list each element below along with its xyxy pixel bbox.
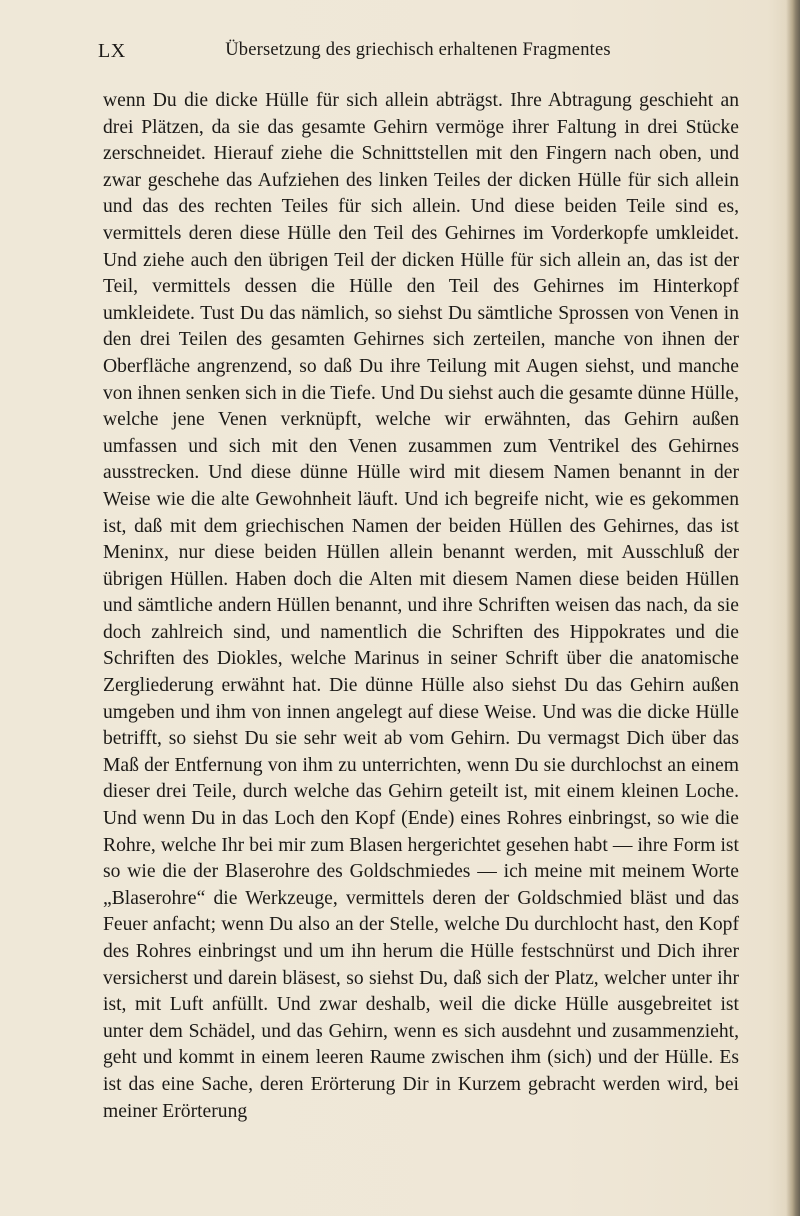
running-title: Übersetzung des griechisch erhaltenen Fragmentes xyxy=(225,40,611,60)
page-number: LX xyxy=(98,40,126,62)
body-paragraph: wenn Du die dicke Hülle für sich allein abträgst. Ihre Abtragung geschieht an drei Plätzen, da sie das gesamte Gehirn vermöge ihrer Faltung in drei Stücke zerschneidet. Hierauf ziehe die Schnittstellen mit den Fingern nach oben, und zwar geschehe das Aufziehen des linken Teiles der dicken Hülle für sich allein und das des rechten Teiles für sich allein. Und diese beiden Teile sind es, vermittels deren diese Hülle den Teil des Gehirnes im Vorderkopfe umkleidet. Und ziehe auch den übrigen Teil der dicken Hülle für sich allein an, das ist der Teil, vermittels dessen die Hülle den Teil des Gehirnes im Hinterkopf umkleidete. Tust Du das nämlich, so siehst Du sämtliche Sprossen von Venen in den drei Teilen des gesamten Gehirnes sich zerteilen, manche von ihnen der Oberfläche angrenzend, so daß Du ihre Teilung mit Augen siehst, und manche von ihnen senken sich in die Tiefe. Und Du siehst auch die gesamte dünne Hülle, welche jene Venen verknüpft, welche wir erwähnten, das Gehirn außen umfassen und sich mit den Venen zusammen zum Ventrikel des Gehirnes ausstrecken. Und diese dünne Hülle wird mit diesem Namen benannt in der Weise wie die alte Gewohnheit läuft. Und ich begreife nicht, wie es gekommen ist, daß mit dem griechischen Namen der beiden Hüllen des Gehirnes, das ist Meninx, nur diese beiden Hüllen allein benannt werden, mit Ausschluß der übrigen Hüllen. Haben doch die Alten mit diesem Namen diese beiden Hüllen und sämtliche andern Hüllen benannt, und ihre Schriften weisen das nach, da sie doch zahlreich sind, und namentlich die Schriften des Hippokrates und die Schriften des Diokles, welche Marinus in seiner Schrift über die anatomische Zergliederung erwähnt hat. Die dünne Hülle also siehst Du das Gehirn außen umgeben und ihm von innen angelegt auf diese Weise. Und was die dicke Hülle betrifft, so siehst Du sie sehr weit ab vom Gehirn. Du vermagst Dich über das Maß der Entfernung von ihm zu unterrichten, wenn Du sie durchlochst an einem dieser drei Teile, durch welche das Gehirn geteilt ist, mit einem kleinen Loche. Und wenn Du in das Loch den Kopf (Ende) eines Rohres einbringst, so wie die Rohre, welche Ihr bei mir zum Blasen hergerichtet gesehen habt — ihre Form ist so wie die der Blaserohre des Goldschmiedes — ich meine mit meinem Worte „Blaserohre“ die Werkzeuge, vermittels deren der Goldschmied bläst und das Feuer anfacht; wenn Du also an der Stelle, welche Du durchlocht hast, den Kopf des Rohres einbringst und um ihn herum die Hülle festschnürst und Dich ihrer versicherst und darein bläsest, so siehst Du, daß sich der Platz, welcher unter ihr ist, mit Luft anfüllt. Und zwar deshalb, weil die dicke Hülle ausgebreitet ist unter dem Schädel, und das Gehirn, wenn es sich ausdehnt und zusammenzieht, geht und kommt in einem leeren Raume zwischen ihm (sich) und der Hülle. Es ist das eine Sache, deren Erörterung Dir in Kurzem gebracht werden wird, bei meiner Erörterung xyxy=(103,90,739,1122)
running-head xyxy=(98,40,738,66)
page-edge-shadow xyxy=(786,0,800,1216)
